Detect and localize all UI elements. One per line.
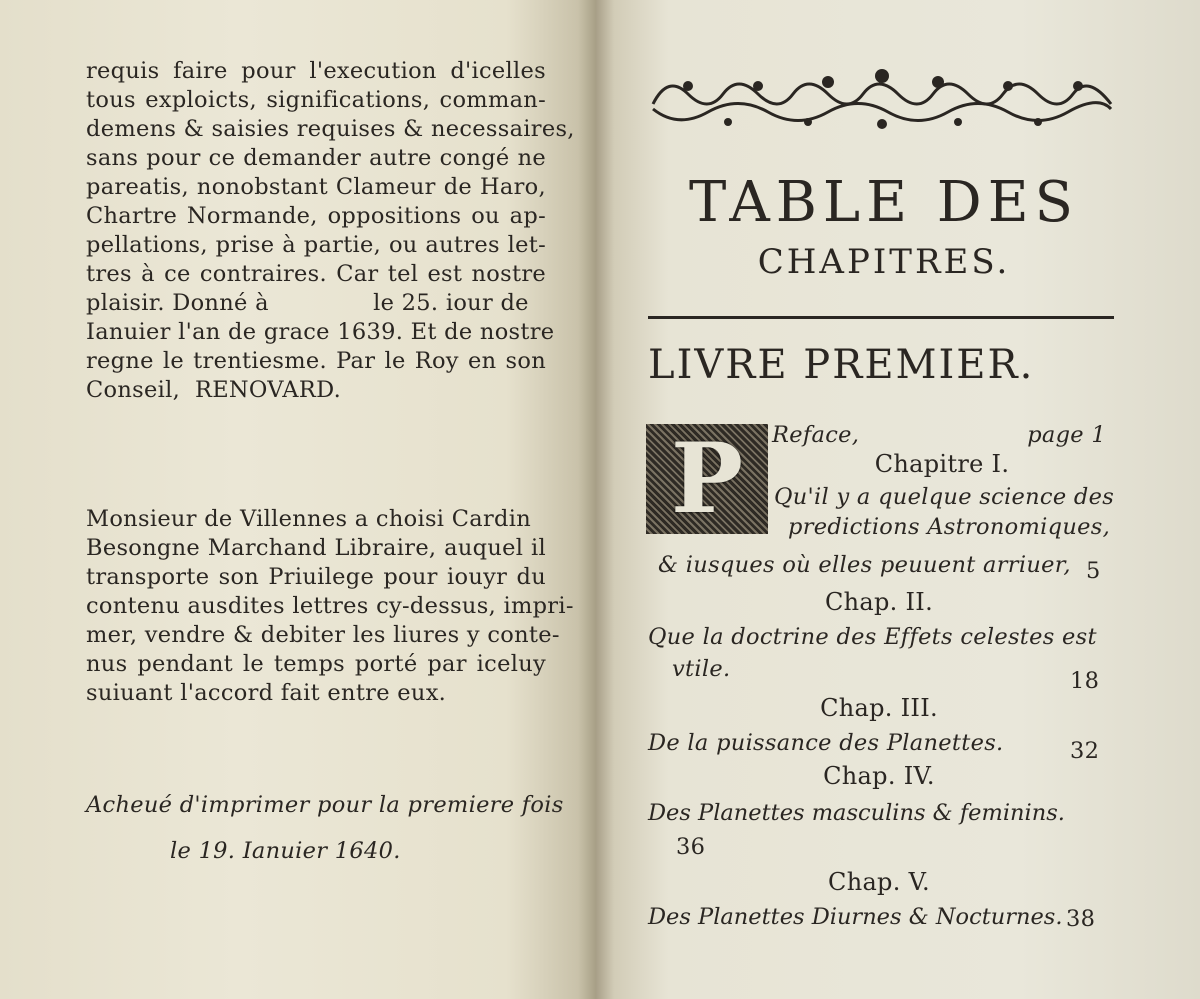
text-line: Besongne Marchand Libraire, auquel il — [86, 535, 546, 561]
toc-entry: Des Planettes Diurnes & Nocturnes. — [648, 904, 1063, 930]
text-line: suiuant l'accord fait entre eux. — [86, 680, 447, 706]
page-number: 38 — [1066, 906, 1096, 932]
left-page — [0, 0, 596, 999]
book-heading: LIVRE PREMIER. — [648, 342, 1035, 388]
text-line: tres à ce contraires. Car tel est nostre — [86, 261, 546, 287]
text-line: demens & saisies requises & necessaires, — [86, 116, 575, 142]
text-line: Monsieur de Villennes a choisi Cardin — [86, 506, 532, 532]
page-number: page 1 — [1027, 422, 1106, 448]
page-number: 36 — [676, 834, 706, 860]
text-line: Ianuier l'an de grace 1639. Et de nostre — [86, 319, 555, 345]
text-line: regne le trentiesme. Par le Roy en son — [86, 348, 546, 374]
page-number: 5 — [1086, 558, 1101, 584]
colophon-line: Acheué d'imprimer pour la premiere fois — [86, 792, 564, 818]
chapter-heading: Chap. III. — [820, 694, 938, 722]
toc-entry: predictions Astronomiques, — [788, 514, 1111, 540]
text-line: plaisir. Donné à le 25. iour de — [86, 290, 529, 316]
divider — [648, 316, 1114, 319]
chapter-heading: Chap. II. — [824, 588, 934, 616]
signature-line: Conseil, RENOVARD. — [86, 377, 342, 403]
toc-entry: Que la doctrine des Effets celestes est — [648, 624, 1097, 650]
page-number: 18 — [1070, 668, 1100, 694]
text-line: Chartre Normande, oppositions ou ap- — [86, 203, 546, 229]
dropcap-icon: P — [646, 424, 768, 534]
text-line: pareatis, nonobstant Clameur de Haro, — [86, 174, 546, 200]
text-line: requis faire pour l'execution d'icelles — [86, 58, 546, 84]
text-line: tous exploicts, significations, comman- — [86, 87, 546, 113]
text-line: transporte son Priuilege pour iouyr du — [86, 564, 546, 590]
chapter-heading: Chap. V. — [828, 868, 930, 896]
text-line: pellations, prise à partie, ou autres let- — [86, 232, 546, 258]
chapter-heading: Chapitre I. — [874, 450, 1010, 478]
page-number: 32 — [1070, 738, 1100, 764]
toc-entry: Des Planettes masculins & feminins. — [648, 800, 1065, 826]
toc-entry: & iusques où elles peuuent arriuer, — [658, 552, 1071, 578]
text-line: nus pendant le temps porté par iceluy — [86, 651, 546, 677]
ornament-icon — [648, 64, 1116, 132]
chapter-heading: Chap. IV. — [823, 762, 935, 790]
toc-entry: De la puissance des Planettes. — [648, 730, 1004, 756]
toc-entry: vtile. — [672, 656, 731, 682]
colophon-line: le 19. Ianuier 1640. — [170, 838, 401, 864]
page-title: TABLE DES — [689, 170, 1079, 235]
text-line: sans pour ce demander autre congé ne — [86, 145, 546, 171]
toc-entry: Qu'il y a quelque science des — [774, 484, 1115, 510]
toc-entry: Reface, — [772, 422, 860, 448]
text-line: mer, vendre & debiter les liures y conte- — [86, 622, 560, 648]
right-page — [596, 0, 1200, 999]
text-line: contenu ausdites lettres cy-dessus, impri- — [86, 593, 574, 619]
page-subtitle: CHAPITRES. — [757, 242, 1011, 282]
